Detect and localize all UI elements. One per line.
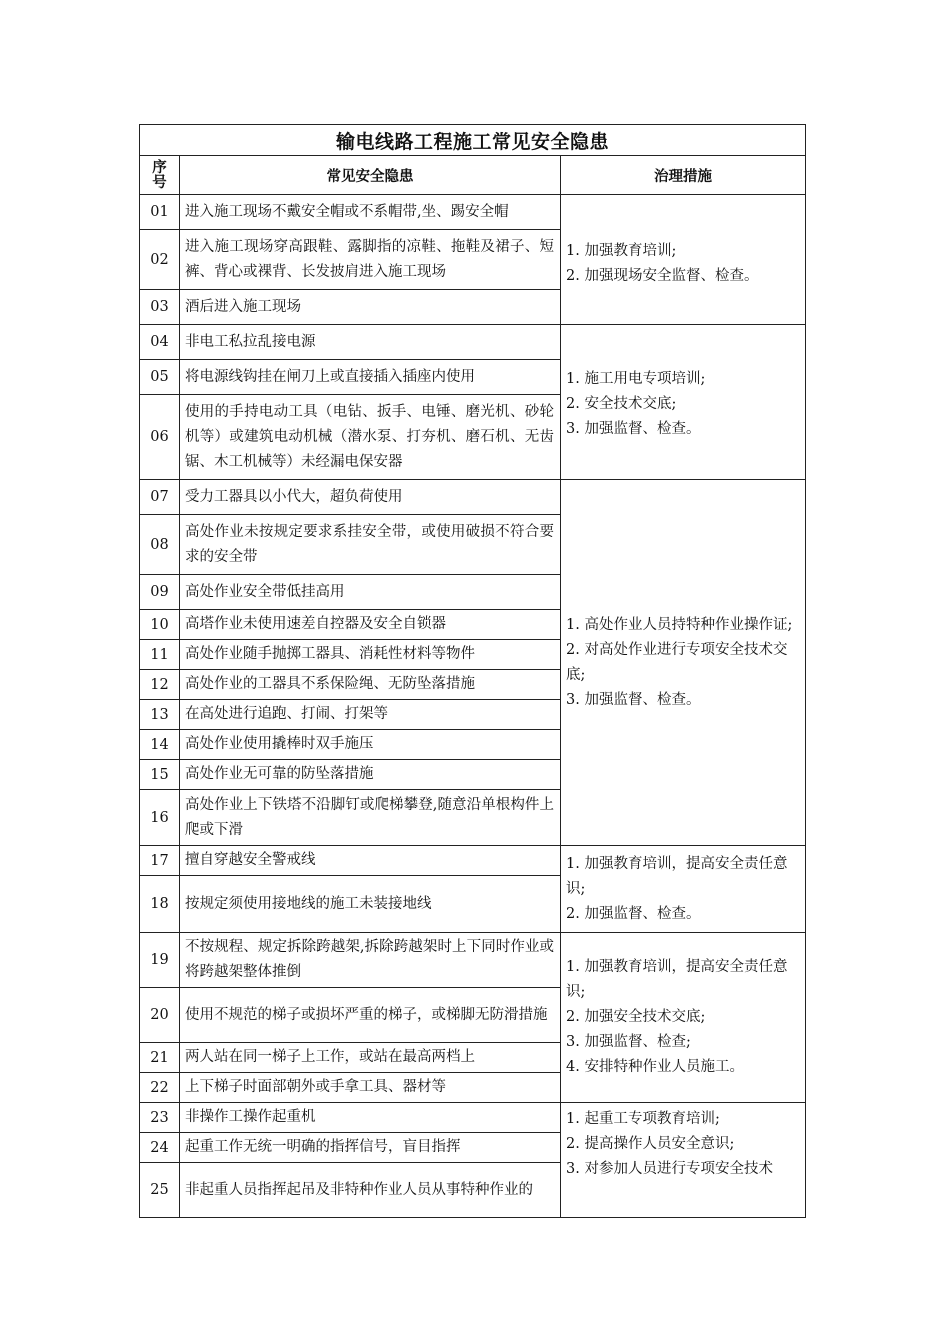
row-number: 11 [140,640,180,670]
table-row [140,933,806,988]
row-number: 20 [140,988,180,1043]
hazard-text: 高处作业无可靠的防坠落措施 [180,760,561,790]
measure-item: 1. 加强教育培训; [566,242,677,259]
measure-item: 3. 加强监督、检查。 [566,691,701,708]
hazard-text: 非起重人员指挥起吊及非特种作业人员从事特种作业的 [180,1163,561,1218]
row-number: 10 [140,610,180,640]
row-number: 03 [140,290,180,325]
hazard-text: 高处作业上下铁塔不沿脚钉或爬梯攀登,随意沿单根构件上爬或下滑 [180,790,561,846]
measure-item: 2. 加强监督、检查。 [566,905,701,922]
measure-item: 1. 高处作业人员持特种作业操作证; [566,616,793,633]
hazard-text: 擅自穿越安全警戒线 [180,846,561,876]
row-number: 22 [140,1073,180,1103]
hazard-table [139,124,806,1218]
measure-item: 1. 加强教育培训，提高安全责任意识; [566,959,788,1000]
hazard-text: 高塔作业未使用速差自控器及安全自锁器 [180,610,561,640]
measure-item: 3. 对参加人员进行专项安全技术 [566,1160,773,1177]
hazard-text: 高处作业安全带低挂高用 [180,575,561,610]
table-row [140,195,806,230]
row-number: 06 [140,395,180,480]
measure-item: 2. 安全技术交底; [566,395,677,412]
measures-cell [561,1103,806,1218]
hazard-text: 在高处进行追跑、打闹、打架等 [180,700,561,730]
measure-item: 2. 提高操作人员安全意识; [566,1135,735,1152]
header-hazard: 常见安全隐患 [180,156,561,195]
hazard-text: 受力工器具以小代大，超负荷使用 [180,480,561,515]
hazard-text: 两人站在同一梯子上工作，或站在最高两档上 [180,1043,561,1073]
measure-item: 2. 加强安全技术交底; [566,1009,706,1025]
hazard-text: 高处作业使用撬棒时双手施压 [180,730,561,760]
measures-cell [561,195,806,325]
hazard-text: 进入施工现场穿高跟鞋、露脚指的凉鞋、拖鞋及裙子、短裤、背心或裸背、长发披肩进入施工现场 [180,230,561,290]
hazard-text: 非电工私拉乱接电源 [180,325,561,360]
hazard-text: 高处作业未按规定要求系挂安全带，或使用破损不符合要求的安全带 [180,515,561,575]
hazard-text: 按规定须使用接地线的施工未装接地线 [180,876,561,933]
measure-item: 3. 加强监督、检查。 [566,420,701,437]
hazard-text: 不按规程、规定拆除跨越架,拆除跨越架时上下同时作业或将跨越架整体推倒 [180,933,561,988]
row-number: 08 [140,515,180,575]
table-row [140,1103,806,1133]
hazard-text: 酒后进入施工现场 [180,290,561,325]
header-row [140,156,806,195]
hazard-text: 上下梯子时面部朝外或手拿工具、器材等 [180,1073,561,1103]
row-number: 19 [140,933,180,988]
table-row [140,846,806,876]
row-number: 24 [140,1133,180,1163]
hazard-text: 高处作业随手抛掷工器具、消耗性材料等物件 [180,640,561,670]
row-number: 16 [140,790,180,846]
row-number: 04 [140,325,180,360]
table-row [140,325,806,360]
row-number: 09 [140,575,180,610]
hazard-text: 使用不规范的梯子或损坏严重的梯子，或梯脚无防滑措施 [180,988,561,1043]
row-number: 17 [140,846,180,876]
measure-item: 1. 施工用电专项培训; [566,370,706,387]
row-number: 15 [140,760,180,790]
header-no: 序号 [140,156,180,195]
row-number: 01 [140,195,180,230]
hazard-text: 将电源线钩挂在闸刀上或直接插入插座内使用 [180,360,561,395]
row-number: 25 [140,1163,180,1218]
header-measure: 治理措施 [561,156,806,195]
measures-cell [561,325,806,480]
row-number: 13 [140,700,180,730]
row-number: 21 [140,1043,180,1073]
measure-item: 2. 对高处作业进行专项安全技术交底; [566,641,788,683]
row-number: 12 [140,670,180,700]
measures-cell [561,846,806,933]
row-number: 23 [140,1103,180,1133]
measure-item: 4. 安排特种作业人员施工。 [566,1059,744,1075]
measures-cell [561,933,806,1103]
hazard-text: 起重工作无统一明确的指挥信号，盲目指挥 [180,1133,561,1163]
row-number: 07 [140,480,180,515]
page-title: 输电线路工程施工常见安全隐患 [140,125,806,156]
row-number: 14 [140,730,180,760]
row-number: 02 [140,230,180,290]
measure-item: 2. 加强现场安全监督、检查。 [566,267,759,284]
hazard-text: 使用的手持电动工具（电钻、扳手、电锤、磨光机、砂轮机等）或建筑电动机械（潜水泵、打夯机、磨石机、无齿锯、木工机械等）未经漏电保安器 [180,395,561,480]
measures-cell [561,480,806,846]
row-number: 05 [140,360,180,395]
measure-item: 1. 加强教育培训，提高安全责任意识; [566,855,788,897]
table-row [140,480,806,515]
measure-item: 3. 加强监督、检查; [566,1034,691,1050]
title-row [140,125,806,156]
measure-item: 1. 起重工专项教育培训; [566,1110,720,1127]
hazard-text: 非操作工操作起重机 [180,1103,561,1133]
hazard-text: 进入施工现场不戴安全帽或不系帽带,坐、踢安全帽 [180,195,561,230]
row-number: 18 [140,876,180,933]
hazard-text: 高处作业的工器具不系保险绳、无防坠落措施 [180,670,561,700]
